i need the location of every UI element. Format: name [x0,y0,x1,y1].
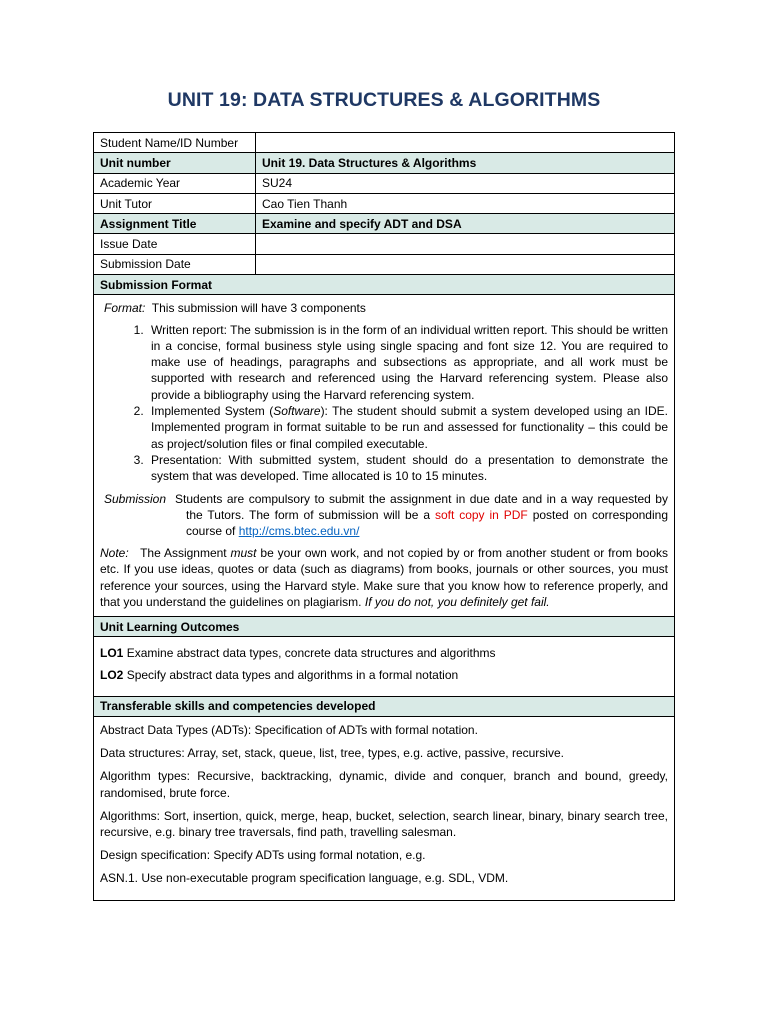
learning-outcomes-block [94,637,675,696]
info-row-unit-number [94,153,675,173]
submission-format-content [94,295,675,617]
info-label: Issue Date [94,234,256,254]
info-row-student [94,133,675,153]
skill-item: ASN.1. Use non-executable program specification language, e.g. SDL, VDM. [100,871,509,886]
submission-format-block [94,295,675,617]
list-item: 3. Presentation: With submitted system, student should do a presentation to demonstrate the system that was developed. Time allocated is 10 to 15 minutes. [147,452,668,485]
submission-paragraph: Submission Students are compulsory to submit the assignment in due date and in a way requested by the Tutors. The form of submission will be a soft copy in PDF posted on corresponding course of http://cms.btec.edu.vn/ [104,491,668,538]
info-label: Academic Year [94,173,256,193]
skill-item: Algorithm types: Recursive, backtracking, dynamic, divide and conquer, branch and bound, greedy, randomised, brute force. [100,769,668,800]
skills-content [94,716,675,900]
section-heading: Submission Format [94,275,675,295]
format-label: Format: [104,301,146,316]
learning-outcomes-content [94,637,675,696]
course-link[interactable]: http://cms.btec.edu.vn/ [238,523,360,538]
section-header-learning-outcomes [94,616,675,636]
skill-item: Abstract Data Types (ADTs): Specification of ADTs with formal notation. [100,722,478,737]
info-label: Unit Tutor [94,193,256,213]
note-warning: If you do not, you definitely get fail. [364,594,550,609]
section-heading: Unit Learning Outcomes [94,616,675,636]
list-item: 2. Implemented System (Software): The student should submit a system developed using an IDE. Implemented program in format suitable to be run and assessed for functionality – this could be as project/solution files or final compiled executable. [147,403,668,452]
info-label: Student Name/ID Number [94,133,256,153]
info-value: SU24 [256,173,675,193]
info-value: Unit 19. Data Structures & Algorithms [256,153,675,173]
info-row-issue-date [94,234,675,254]
note-label: Note: [100,546,129,561]
assignment-brief-table [93,132,675,901]
info-value: Examine and specify ADT and DSA [256,214,675,234]
section-heading: Transferable skills and competencies developed [94,696,675,716]
lo-item: LO1 Examine abstract data types, concrete data structures and algorithms [100,646,496,661]
note-paragraph: Note: The Assignment must be your own work, and not copied by or from another student or from books etc. If you use ideas, quotes or data (such as diagrams) from books, journals or other sources, you must reference your sources, using the Harvard style. Make sure that you know how to reference properly, and that you understand the guidelines on plagiarism. If you do not, you definitely get fail. [100,546,669,609]
info-label: Assignment Title [94,214,256,234]
skill-item: Algorithms: Sort, insertion, quick, merge, heap, bucket, selection, search linear, binary, binary search tree, recursive, e.g. binary tree traversals, find path, travelling salesman. [100,808,668,839]
list-item: 1. Written report: The submission is in the form of an individual written report. This should be written in a concise, formal business style using single spacing and font size 12. You are required to make use of headings, paragraphs and subsections as appropriate, and all work must be supported with research and referenced using the Harvard referencing system. Please also provide a bibliography using the Harvard referencing system. [147,322,668,403]
format-text: This submission will have 3 components [151,301,366,316]
info-row-assignment-title [94,214,675,234]
info-row-submission-date [94,254,675,274]
skill-item: Design specification: Specify ADTs using formal notation, e.g. [100,848,426,863]
info-value [256,133,675,153]
soft-copy-highlight: soft copy in PDF [434,507,528,522]
page-title: UNIT 19: DATA STRUCTURES & ALGORITHMS [167,89,601,111]
info-value [256,234,675,254]
skills-block [94,716,675,900]
format-line [104,300,668,316]
info-value [256,254,675,274]
info-row-academic-year [94,173,675,193]
skill-item: Data structures: Array, set, stack, queue, list, tree, types, e.g. active, passive, recursive. [100,746,564,761]
info-label: Submission Date [94,254,256,274]
info-label: Unit number [94,153,256,173]
lo-item: LO2 Specify abstract data types and algorithms in a formal notation [100,668,459,683]
info-value: Cao Tien Thanh [256,193,675,213]
submission-label: Submission [104,491,167,506]
section-header-skills [94,696,675,716]
info-row-unit-tutor [94,193,675,213]
section-header-submission-format [94,275,675,295]
component-list [100,322,668,485]
